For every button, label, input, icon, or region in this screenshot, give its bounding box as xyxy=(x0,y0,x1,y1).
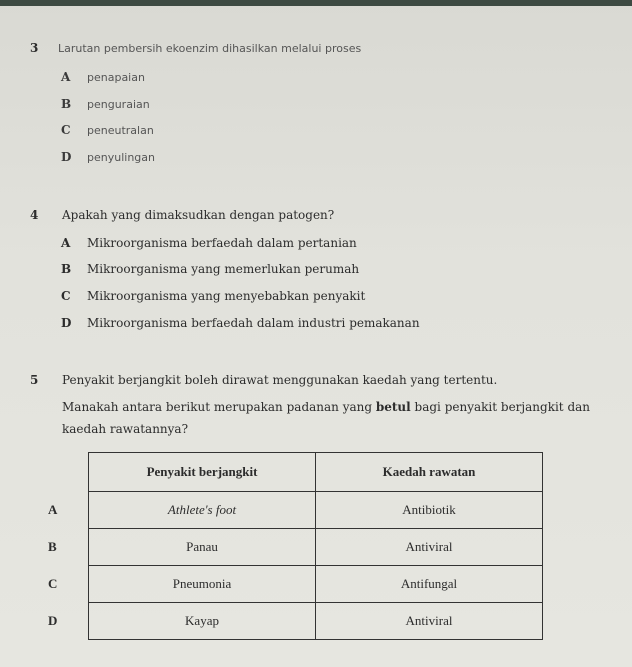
question-5-stem-line1: Penyakit berjangkit boleh dirawat menggunakan kaedah yang tertentu. xyxy=(62,373,498,387)
question-5-stem-line3: kaedah rawatannya? xyxy=(62,422,189,436)
table-row[interactable] xyxy=(48,603,543,640)
option-text: Mikroorganisma yang menyebabkan penyakit xyxy=(87,289,366,303)
disease-cell: Athlete's foot xyxy=(89,492,316,529)
top-border xyxy=(0,0,632,6)
option-letter: A xyxy=(61,236,71,250)
row-letter: C xyxy=(48,576,58,591)
question-3-stem: Larutan pembersih ekoenzim dihasilkan melalui proses xyxy=(58,42,362,55)
option-text: penyulingan xyxy=(87,151,155,164)
question-4-option-b[interactable] xyxy=(61,262,359,276)
question-3-option-a[interactable] xyxy=(61,70,145,84)
option-letter: D xyxy=(61,150,72,164)
row-letter: B xyxy=(48,539,57,554)
question-4-option-a[interactable] xyxy=(61,236,357,250)
disease-cell: Pneumonia xyxy=(89,566,316,603)
disease-cell: Kayap xyxy=(89,603,316,640)
question-5-stem-line2 xyxy=(62,400,590,414)
option-letter: A xyxy=(61,70,71,84)
question-4-option-d[interactable] xyxy=(61,316,420,330)
stem-text: bagi penyakit berjangkit dan xyxy=(410,400,591,414)
option-letter: C xyxy=(61,123,71,137)
question-3-option-d[interactable] xyxy=(61,150,155,164)
question-4-number: 4 xyxy=(30,208,39,222)
option-letter: B xyxy=(61,262,72,276)
option-text: penapaian xyxy=(87,71,145,84)
header-treatment: Kaedah rawatan xyxy=(316,453,543,492)
question-3-number: 3 xyxy=(30,41,39,55)
table-row[interactable] xyxy=(48,566,543,603)
option-letter: C xyxy=(61,289,71,303)
option-text: peneutralan xyxy=(87,124,154,137)
answer-table xyxy=(48,452,543,640)
question-5-number: 5 xyxy=(30,373,39,387)
row-letter: D xyxy=(48,613,58,628)
treatment-cell: Antifungal xyxy=(316,566,543,603)
question-3-option-b[interactable] xyxy=(61,97,150,111)
stem-text: Manakah antara berikut merupakan padanan yang xyxy=(62,400,376,414)
table-header-row xyxy=(48,453,543,492)
table-row[interactable] xyxy=(48,492,543,529)
option-text: Mikroorganisma berfaedah dalam pertanian xyxy=(87,236,357,250)
option-letter: B xyxy=(61,97,72,111)
row-letter: A xyxy=(48,502,58,517)
question-4-stem: Apakah yang dimaksudkan dengan patogen? xyxy=(62,208,335,222)
corner-cell xyxy=(48,453,89,492)
header-disease: Penyakit berjangkit xyxy=(89,453,316,492)
table-row[interactable] xyxy=(48,529,543,566)
treatment-cell: Antiviral xyxy=(316,529,543,566)
option-text: Mikroorganisma yang memerlukan perumah xyxy=(87,262,360,276)
treatment-cell: Antibiotik xyxy=(316,492,543,529)
option-letter: D xyxy=(61,316,72,330)
question-3-option-c[interactable] xyxy=(61,123,154,137)
question-4-option-c[interactable] xyxy=(61,289,365,303)
option-text: Mikroorganisma berfaedah dalam industri pemakanan xyxy=(87,316,420,330)
treatment-cell: Antiviral xyxy=(316,603,543,640)
disease-cell: Panau xyxy=(89,529,316,566)
option-text: penguraian xyxy=(87,98,150,111)
stem-emphasis: betul xyxy=(375,400,411,414)
